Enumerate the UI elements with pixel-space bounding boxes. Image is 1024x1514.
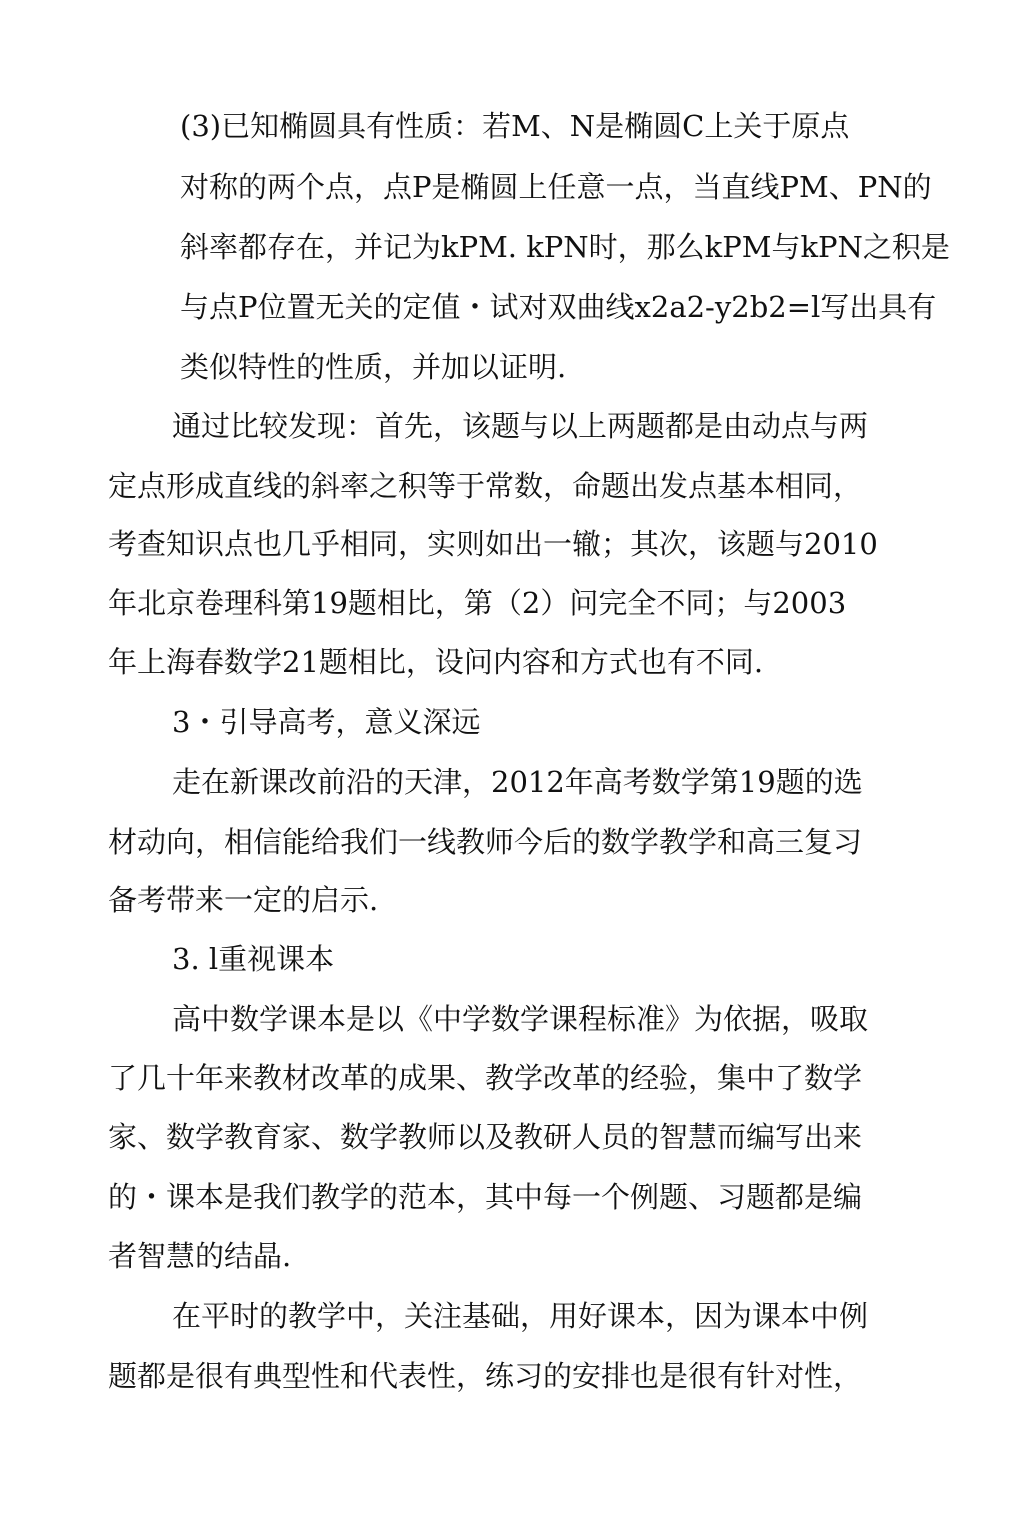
paragraph-line: 考查知识点也几乎相同，实则如出一辙；其次，该题与2010 [108,527,878,561]
paragraph-line: 通过比较发现：首先，该题与以上两题都是由动点与两 [172,409,869,443]
paragraph-line: 年上海春数学21题相比，设问内容和方式也有不同. [108,645,764,679]
paragraph-line: 题都是很有典型性和代表性，练习的安排也是很有针对性， [108,1359,863,1393]
paragraph-line: 了几十年来教材改革的成果、教学改革的经验，集中了数学 [108,1061,863,1095]
quote-line: 与点P位置无关的定值・试对双曲线x2a2-y2b2=l写出具有 [180,290,937,324]
paragraph-line: 的・课本是我们教学的范本，其中每一个例题、习题都是编 [108,1180,863,1214]
paragraph-line: 年北京卷理科第19题相比，第（2）问完全不同；与2003 [108,586,847,620]
paragraph-line: 走在新课改前沿的天津，2012年高考数学第19题的选 [172,765,863,799]
paragraph-line: 家、数学教育家、数学教师以及教研人员的智慧而编写出来 [108,1120,863,1154]
quote-line: (3)已知椭圆具有性质：若M、N是椭圆C上关于原点 [180,109,850,143]
quote-line: 斜率都存在，并记为kPM. kPN时，那么kPM与kPN之积是 [180,230,950,264]
quote-line: 对称的两个点，点P是椭圆上任意一点，当直线PM、PN的 [180,170,932,204]
paragraph-line: 定点形成直线的斜率之积等于常数，命题出发点基本相同， [108,469,863,503]
paragraph-line: 在平时的教学中，关注基础，用好课本，因为课本中例 [172,1299,869,1333]
quote-line: 类似特性的性质，并加以证明. [180,350,567,384]
paragraph-line: 备考带来一定的启示. [108,883,379,917]
paragraph-line: 高中数学课本是以《中学数学课程标准》为依据，吸取 [172,1002,869,1036]
paragraph-line: 者智慧的结晶. [108,1239,292,1273]
subsection-heading: 3. l重视课本 [172,942,335,976]
section-heading: 3・引导高考，意义深远 [172,705,481,739]
paragraph-line: 材动向，相信能给我们一线教师今后的数学教学和高三复习 [108,825,863,859]
